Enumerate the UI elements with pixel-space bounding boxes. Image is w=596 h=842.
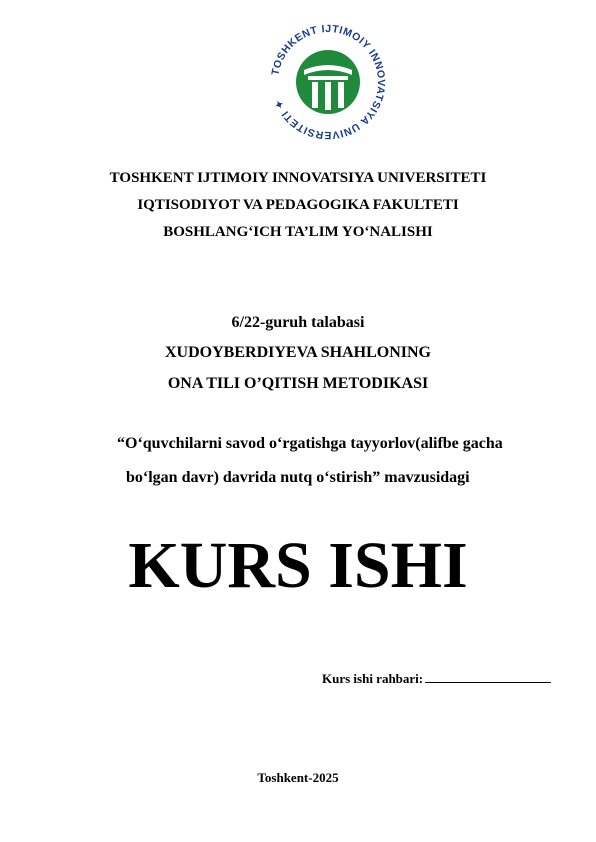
logo-ring-text: TOSHKENT IJTIMOIY INNOVATSIYA UNIVERSITETI ✦ [269,22,388,142]
supervisor-line [322,670,551,687]
topic-line-2: bo‘lgan davr) davrida nutq o‘stirish” mavzusidagi [126,469,470,486]
supervisor-label: Kurs ishi rahbari: [322,671,424,686]
topic-line-1: “O‘quvchilarni savod o‘rgatishga tayyorlov(alifbe gacha [117,435,503,452]
city-year: Toshkent-2025 [257,770,339,785]
student-name: XUDOYBERDIYEVA SHAHLONING [165,344,431,361]
direction-name: BOSHLANG‘ICH TA’LIM YO‘NALISHI [163,224,433,240]
signature-blank [425,670,551,683]
document-title: KURS ISHI [128,529,468,602]
university-name: TOSHKENT IJTIMOIY INNOVATSIYA UNIVERSITETI [109,170,487,186]
university-emblem-icon [264,18,392,146]
subject-name: ONA TILI O’QITISH METODIKASI [167,375,429,392]
faculty-name: IQTISODIYOT VA PEDAGOGIKA FAKULTETI [137,197,459,213]
student-group: 6/22-guruh talabasi [231,314,365,331]
